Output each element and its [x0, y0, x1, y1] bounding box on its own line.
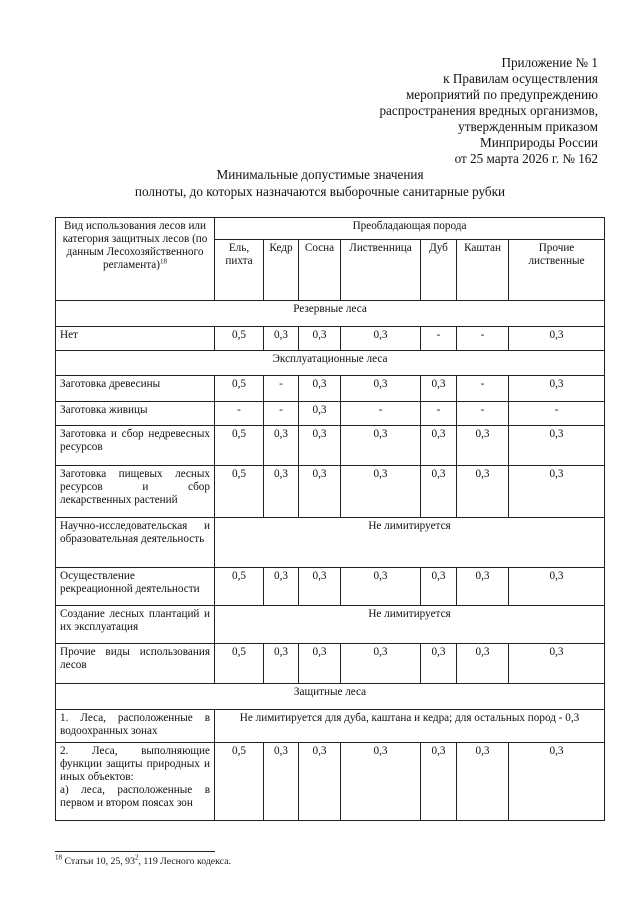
category-header-text: Вид использования лесов или категория защитных лесов (по данным Лесохозяйственного регламента) [62, 220, 208, 271]
table-row [56, 518, 605, 568]
section-reserve: Резервные леса [56, 301, 605, 327]
cell-value: - [457, 402, 509, 426]
row-name: Научно-исследовательская и образовательная деятельность [56, 518, 215, 568]
appendix-line: к Правилам осуществления [443, 71, 598, 86]
table-row [56, 466, 605, 518]
cell-value: 0,3 [299, 568, 341, 606]
cell-value: - [509, 402, 605, 426]
cell-value: 0,3 [299, 327, 341, 351]
cell-value: 0,3 [264, 327, 299, 351]
cell-value: 0,5 [215, 568, 264, 606]
cell-value: 0,5 [215, 376, 264, 402]
species-header: Дуб [421, 240, 457, 301]
cell-value: 0,3 [457, 466, 509, 518]
cell-value: 0,3 [421, 376, 457, 402]
row-name: 1. Леса, расположенные в водоохранных зонах [56, 710, 215, 743]
cell-value: 0,3 [264, 743, 299, 821]
table-row [56, 426, 605, 466]
title-line-1: Минимальные допустимые значения [216, 167, 424, 182]
cell-value: 0,3 [299, 426, 341, 466]
row-name: Заготовка пищевых лесных ресурсов и сбор лекарственных растений [56, 466, 215, 518]
species-header: Прочие лиственные [509, 240, 605, 301]
section-row [56, 351, 605, 376]
cell-value: 0,3 [264, 644, 299, 684]
table-row [56, 743, 605, 821]
section-protective: Защитные леса [56, 684, 605, 710]
cell-value: - [457, 327, 509, 351]
table-row [56, 568, 605, 606]
cell-value: 0,3 [457, 743, 509, 821]
row-name: Заготовка и сбор недревесных ресурсов [56, 426, 215, 466]
section-exploitation: Эксплуатационные леса [56, 351, 605, 376]
cell-value: 0,5 [215, 426, 264, 466]
footnote-ref: 18 [159, 257, 167, 266]
cell-value: - [215, 402, 264, 426]
footnote-superscript: 2 [134, 853, 139, 862]
cell-value: 0,3 [509, 568, 605, 606]
cell-value: - [457, 376, 509, 402]
cell-value: 0,3 [509, 743, 605, 821]
footnote [55, 853, 231, 867]
cell-value: 0,5 [215, 327, 264, 351]
row-name: Осуществление рекреационной деятельности [56, 568, 215, 606]
cell-value: 0,3 [299, 376, 341, 402]
cell-value: 0,3 [264, 466, 299, 518]
cell-value: 0,3 [299, 644, 341, 684]
cell-value: 0,3 [264, 426, 299, 466]
cell-value: 0,3 [421, 466, 457, 518]
cell-value: - [421, 327, 457, 351]
footnote-mark: 18 [55, 853, 62, 862]
cell-value: 0,3 [509, 466, 605, 518]
cell-value: 0,5 [215, 743, 264, 821]
cell-value: 0,3 [421, 743, 457, 821]
appendix-line: утвержденным приказом [458, 119, 598, 134]
species-header: Ель, пихта [215, 240, 264, 301]
species-header: Кедр [264, 240, 299, 301]
footnote-text-end: , 119 Лесного кодекса. [138, 856, 231, 867]
merged-value: Не лимитируется [215, 606, 605, 644]
cell-value: 0,3 [341, 644, 421, 684]
cell-value: 0,3 [421, 644, 457, 684]
cell-value: 0,3 [509, 376, 605, 402]
density-table [55, 217, 605, 821]
cell-value: 0,3 [341, 743, 421, 821]
cell-value: - [341, 402, 421, 426]
cell-value: 0,3 [341, 327, 421, 351]
document-title [0, 166, 640, 200]
category-header [56, 218, 215, 301]
cell-value: 0,3 [509, 644, 605, 684]
cell-value: 0,3 [457, 426, 509, 466]
header-row [56, 218, 605, 240]
appendix-line: от 25 марта 2026 г. № 162 [454, 151, 598, 166]
cell-value: 0,3 [264, 568, 299, 606]
cell-value: 0,3 [509, 426, 605, 466]
cell-value: 0,3 [421, 426, 457, 466]
species-group-header: Преобладающая порода [215, 218, 605, 240]
footnote-text: Статьи 10, 25, 93 [64, 856, 135, 867]
cell-value: 0,3 [341, 376, 421, 402]
table-row [56, 606, 605, 644]
appendix-line: распространения вредных организмов, [379, 103, 598, 118]
species-header: Лиственница [341, 240, 421, 301]
row-name: Прочие виды использования лесов [56, 644, 215, 684]
table-row [56, 327, 605, 351]
cell-value: - [421, 402, 457, 426]
species-header: Сосна [299, 240, 341, 301]
cell-value: 0,3 [457, 568, 509, 606]
appendix-line: Минприроды России [480, 135, 598, 150]
table-row [56, 376, 605, 402]
cell-value: 0,3 [421, 568, 457, 606]
row-name: Нет [56, 327, 215, 351]
species-header: Каштан [457, 240, 509, 301]
appendix-line: Приложение № 1 [501, 55, 598, 70]
section-row [56, 684, 605, 710]
table-row [56, 402, 605, 426]
cell-value: 0,5 [215, 644, 264, 684]
row-name-line: 2. Леса, выполняющие функции защиты природных и иных объектов: [60, 745, 210, 783]
row-name-line: а) леса, расположенные в первом и втором поясах зон [60, 784, 210, 809]
cell-value: 0,3 [457, 644, 509, 684]
cell-value: 0,3 [341, 466, 421, 518]
merged-value: Не лимитируется [215, 518, 605, 568]
table-row [56, 710, 605, 743]
appendix-line: мероприятий по предупреждению [405, 87, 598, 102]
cell-value: 0,3 [341, 426, 421, 466]
row-name: Заготовка древесины [56, 376, 215, 402]
cell-value: 0,5 [215, 466, 264, 518]
title-line-2: полноты, до которых назначаются выборочные санитарные рубки [134, 184, 506, 199]
row-name: Заготовка живицы [56, 402, 215, 426]
cell-value: 0,3 [341, 568, 421, 606]
cell-value: - [264, 402, 299, 426]
cell-value: 0,3 [299, 743, 341, 821]
cell-value: - [264, 376, 299, 402]
appendix-block [379, 55, 598, 167]
merged-value: Не лимитируется для дуба, каштана и кедра; для остальных пород - 0,3 [215, 710, 605, 743]
table-row [56, 644, 605, 684]
row-name [56, 743, 215, 821]
cell-value: 0,3 [299, 466, 341, 518]
section-row [56, 301, 605, 327]
cell-value: 0,3 [509, 327, 605, 351]
cell-value: 0,3 [299, 402, 341, 426]
footnote-divider [55, 851, 215, 852]
row-name: Создание лесных плантаций и их эксплуатация [56, 606, 215, 644]
